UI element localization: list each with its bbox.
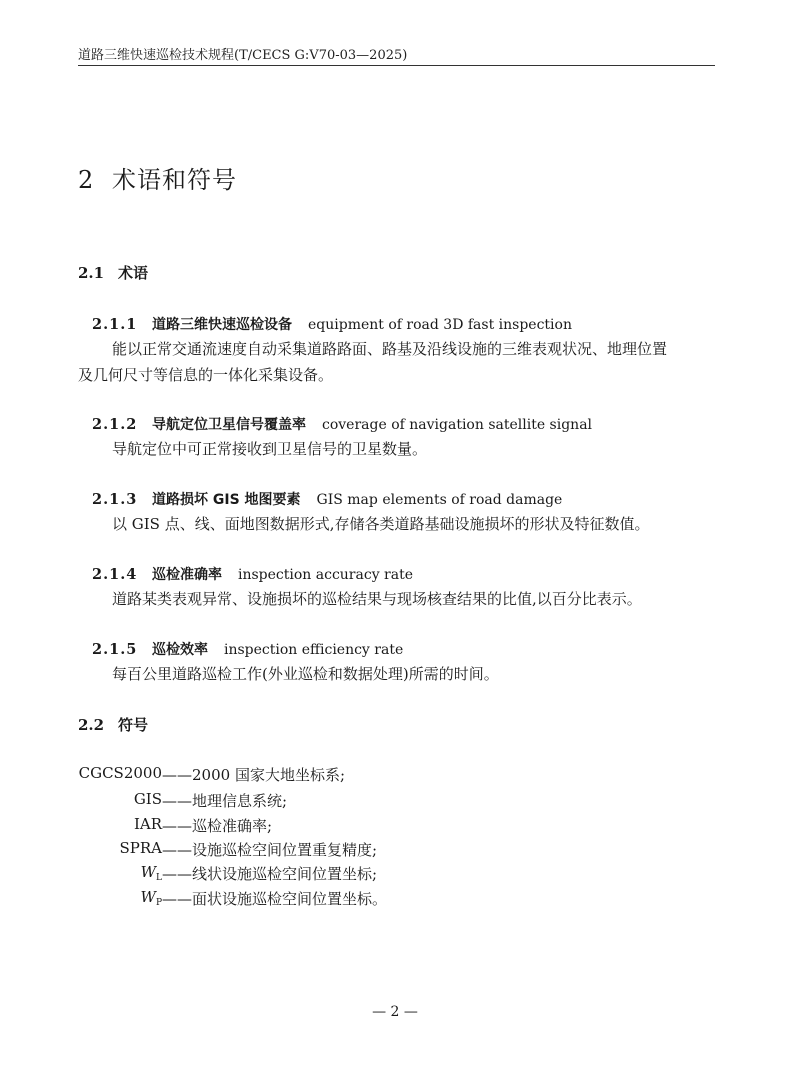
term-zh: 巡检准确率 <box>152 567 222 583</box>
term-definition: 导航定位中可正常接收到卫星信号的卫星数量。 <box>112 440 428 458</box>
symbol-key <box>141 863 162 883</box>
term-heading <box>92 564 413 584</box>
term-definition: 能以正常交通流速度自动采集道路路面、路基及沿线设施的三维表观状况、地理位置 <box>112 340 668 358</box>
term-definition: 每百公里道路巡检工作(外业巡检和数据处理)所需的时间。 <box>112 665 499 683</box>
chapter-title-text: 术语和符号 <box>112 166 237 194</box>
term-number: 2.1.4 <box>92 566 138 583</box>
section-number: 2.1 <box>78 264 105 282</box>
symbol-desc: ——线状设施巡检空间位置坐标; <box>162 865 378 883</box>
symbol-desc: ——巡检准确率; <box>162 817 273 835</box>
symbol-desc: ——面状设施巡检空间位置坐标。 <box>162 890 388 908</box>
term-en: coverage of navigation satellite signal <box>322 417 593 433</box>
term-heading <box>92 489 562 509</box>
term-heading <box>92 414 592 434</box>
term-zh: 导航定位卫星信号覆盖率 <box>152 417 306 433</box>
section-title: 符号 <box>118 716 149 734</box>
running-header: 道路三维快速巡检技术规程(T/CECS G:V70-03—2025) <box>78 48 408 63</box>
term-number: 2.1.3 <box>92 491 138 508</box>
symbol-desc: ——2000 国家大地坐标系; <box>162 766 345 784</box>
term-heading <box>92 639 403 659</box>
chapter-title <box>78 160 237 195</box>
term-en: inspection accuracy rate <box>238 567 413 583</box>
symbol-subscript: P <box>155 898 162 908</box>
symbol-letter: W <box>140 863 157 881</box>
header-rule <box>78 65 715 66</box>
term-en: equipment of road 3D fast inspection <box>308 317 572 333</box>
term-number: 2.1.5 <box>92 641 138 658</box>
symbol-key: CGCS2000 <box>78 764 162 782</box>
section-number: 2.2 <box>78 716 105 734</box>
term-number: 2.1.2 <box>92 416 138 433</box>
term-zh: 道路三维快速巡检设备 <box>152 317 292 333</box>
term-en: inspection efficiency rate <box>224 642 404 658</box>
term-zh: 道路损坏 GIS 地图要素 <box>152 492 301 508</box>
symbol-desc: ——设施巡检空间位置重复精度; <box>162 841 378 859</box>
term-number: 2.1.1 <box>92 316 138 333</box>
symbol-key: SPRA <box>119 839 162 857</box>
symbol-key: GIS <box>133 790 162 808</box>
chapter-number: 2 <box>78 166 95 194</box>
term-zh: 巡检效率 <box>152 642 208 658</box>
term-heading <box>92 314 572 334</box>
section-title: 术语 <box>118 264 149 282</box>
page-number: — 2 — <box>372 1004 418 1020</box>
symbol-key: IAR <box>133 815 162 833</box>
term-en: GIS map elements of road damage <box>316 492 563 508</box>
term-definition: 道路某类表观异常、设施损坏的巡检结果与现场核查结果的比值,以百分比表示。 <box>112 590 642 608</box>
symbol-subscript: L <box>156 873 162 883</box>
term-definition: 以 GIS 点、线、面地图数据形式,存储各类道路基础设施损坏的形状及特征数值。 <box>112 515 650 533</box>
symbol-letter: W <box>140 888 156 906</box>
symbol-desc: ——地理信息系统; <box>162 792 288 810</box>
term-definition-cont: 及几何尺寸等信息的一体化采集设备。 <box>78 366 334 384</box>
symbol-key <box>141 888 162 908</box>
section-heading-terms <box>78 262 148 283</box>
section-heading-symbols <box>78 714 148 735</box>
